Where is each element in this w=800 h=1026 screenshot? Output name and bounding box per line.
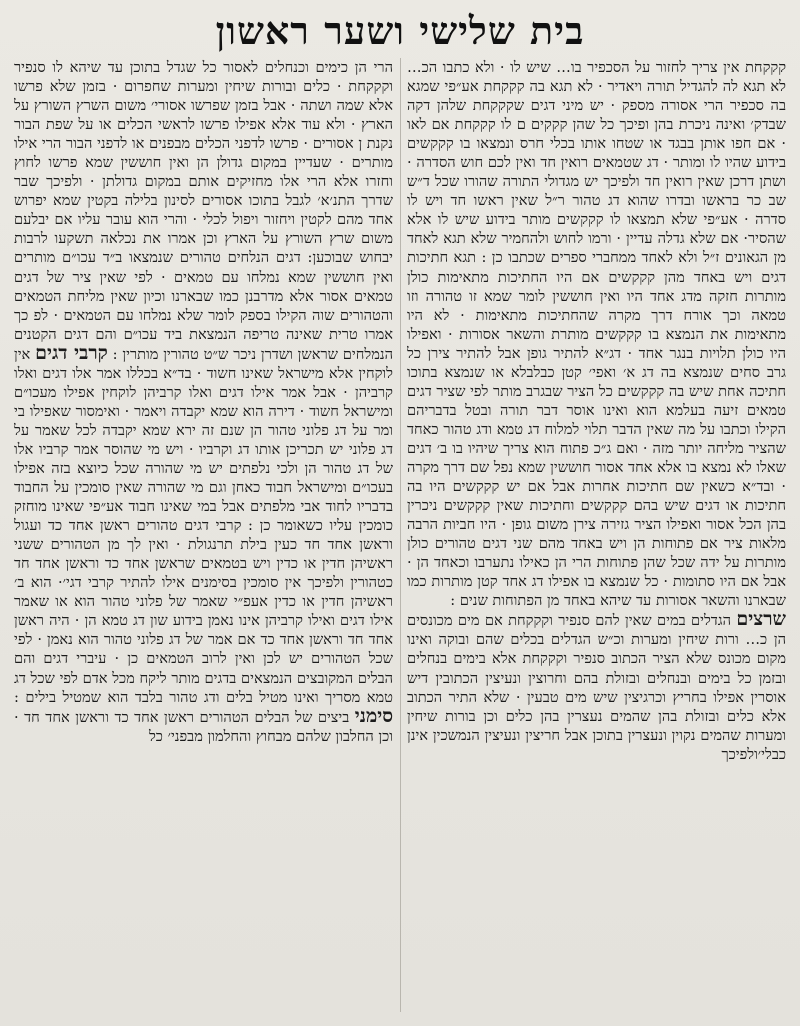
column-divider — [400, 58, 401, 1012]
paragraph-text: ביצים של הבלים הטהורים ראשן אחד כד וראשן אחד חד · וכן החלבון שלהם מבחוץ והחלמון מבפני׳ כל — [14, 708, 393, 745]
page-title: בית שלישי ושער ראשון — [215, 8, 585, 53]
left-column — [14, 58, 393, 1016]
section-keyword: שרצים — [736, 608, 786, 631]
paragraph — [407, 58, 786, 764]
paragraph — [14, 58, 393, 746]
paragraph-text: הגדלים במים שאין להם סנפיר וקקקחת אם מים מכונסים הן כ… ורות שיחין ומערות וכ״ש הגדלים בכלים שהם ובוקה ואינו מקום מכונס שלא הציר הכתוב סנפיר וקקקחת אלא בימים בנחלים ובזמן כל בימים ובנחלים ובזולת בהם וחרוצין ונעיצין הכתובין דיש אוסרין אפילו בחריץ וכרגיצין שיש מים טבעין · שלא התיר הכתוב אלא כלים ובזולת בהן שהמים נעצרין בהן כלים וכן בורות שיחין ומערות שהמים נקוין ונעצרין בתוכן אבל חריצין ונעיצין הנמשכין אינן כבלי׳ולפיכך — [407, 612, 786, 763]
paragraph-text: אין לוקחין אלא מישראל שאינו חשוד · בד״א בכללו אמר אלו דגים ואלו קרביהן · אבל אמר אילו דגים ואלו קרביהן לוקחין אפילו מעכו״ם ומישראל חשוד · דירה הוא שמא יקבדה ויאמר · ואימסור שאפילו בי ומר על דג פלוני טהור הן שנם זה ירא שמא יקבדה לכל שאמר על דג פלוני יש תכריכן אותו דג וקרביו · ויש מי שהוסר אמר קרביו אלו של דג טהור הן ולכי נלפתים יש מי שהורה שכל כיוצא בזה אפילו בעכו״ם ומישראל חבוד כאחן וגם מי שהורה שאין סומכין על החבוד בדבריו לחוד אבי מלפתים אבל במי שאינו חבוד אע״פי שאינו מוחזק כומכין עליו כשאומר כן : קרבי דגים טהורים ראשן אחד כד ועגול וראשן אחד חד כעין בילת תרנגולת · ואין לך מן הטהורים ששני ראשיהן חדין או כדין ויש בטמאים שראשן אחד כד וראשן אחד חד כטהורין ולפיכך אין סומכין בסימנים אילו להתיר קרבי דגי׳· הוא ב׳ ראשיהן חדין או כדין אעפ״י שאמר של פלוני טהור הוא או שאמר אילו דגים ואילו קרביהן אינו נאמן בידוע שון דג טמא הן · היה ראשן אחד חד וראשן אחד כד אם אמר של דג פלוני טהור הוא נאמן · לפי שכל הטהורים יש לכן ואין לרוב הטמאים כן · עיברי דגים והם הבלים המקובצים הנמצאים בדגים מותר ליקח מכל אדם לפי שכל דג טמא מסריך ואינו מטיל בלים ודג טהור בלבד הוא שמטיל בילים : — [14, 345, 393, 706]
paragraph-text: הרי הן כימים וכנחלים לאסור כל שגדל בתוכן עד שיהא לו סנפיר וקקקחת · כלים ובורות שיחין ומערות שחפרום · בזמן שלא פרשו אלא שמה ושתה · אבל בזמן שפרשו אסורי׳ משום השרץ השורץ על הארץ · ולא עוד אלא אפילו פרשו לראשי הכלים או על שפת הבור נקנת ן אסורים · פרשו לדפני הכלים מבפנים או לדפני הבור הרי אילו מותרים · שעדיין במקום גדולן הן ואין חוששין שמא פרשו לחוץ וחזרו אלא הרי אלו מחזיקים אותם במקום גדולתן · ולפיכך שבר שדרך התנ׳א׳ לגבל בתוכו אסורים לסינון בלילה בקטין שמא יפרוש אחד מהם לקטין ויחזור ויפול לכלי · והרי הוא עובר עליו אם יבלעם משום שרץ השורץ על הארץ וכן אמרו את נכלאה תשקעו לרבות יבחוש שבוכען: דגים הנלחים טהורים שנמצאו ב״ד עכו״ם מותרים ואין חוששין שמא נמלחו עם טמאים · לפי שאין ציר של דגים טמאים אסור אלא מדרבנן כמו שבארנו וכיון שאין מליחת הטמאים והטהורים שוה הקילו בספק לומר שלא נמלחו עם הטמאים · לפ כך אמרו טרית שאינה טריפה הנמצאת ביד עכו״ם והם דגים הקטנים הנמלחים שראשן ושדרן ניכר ש״ט טהורין מותרין : — [14, 59, 393, 363]
page-header — [14, 8, 786, 54]
paragraph-text: קקקחת אין צריך לחזור על הסכפיר בו… שיש לו · ולא כתבו הכ… לא תגא לה להגדיל תורה ויאדיר · לא תגא בה קקקחת אע״פי שמגא בה סכפיר הרי אסורה מספק · יש מיני דגים שקקקחת שלהן דקה שבדק׳ ואינה ניכרת בהן ופיכך כל שהן קקקים ם לו קקקחת אם לאו · אם חפו אותן בבגד או שטחו אותו בכלי חרס ונמצאו בו קקקשים בידוע שהיו לו ומותר · דג שטמאים רואין חד ואין לכם חוש הסדרה · ושתן דרכן שאין רואין חד ולפיכך יש מגדולי התורה שהורו שכל ד״ש שב כר בראשו ובדרו שהוא דג טהור ר״ל שאין ראשו חד ויש לו סדרה · אע״פי שלא תמצאו לו קקקשים מותר בידוע שיש לו אלא שהסיר· אם שלא גדלה עדיין · ורמו לחוש ולהחמיר שלא תגא לאחד מן הגאונים ז״ל ולא לאחד ממחברי ספרים שכתבו כן : תגא חתיכות דגים ויש באחד מהן קקקשים אם היו החתיכות מתאימות כולן מותרות חזקה מדג אחד היו ואין חוששין לומר שמא זו טהורה וזו טמאה וכך אורח דרך מקרה שהחתיכות מתאימות · לא היו מתאימות את הנמצא בו קקקשים מותרת והשאר אסורות · ואפילו היו כולן תלויות בנגר אחד · דג״א להתיר גופן אבל להתיר צירן כל גרב סחים שנמצא בה דג א׳ ואפי׳ קטן כבלבלא או שנמצא בתוכו חתיכה אחת שיש בה קקקשים כל הציר שבגרב מותר לפי שציר דגים טמאים זיעה בעלמא הוא ואינו אוסר דבר תורה ובטל בדבריהם הקילו וכתבו על מה שאין הדבר תלוי למלוח דג טמא ודג טהור כאחד שהציר מליחה יותר מזה · ואם ג״כ פתוח הוא צריך שיהיו בו ב׳ דגים שאלו לא נמצא בו אלא אחד אסור חוששין שמא נפל שם דרך מקרה · ובד״א כשאין שם חתיכות אחרות אבל אם יש קקקשים היו בה חתיכות או דגים שיש בהם קקקשים וחתיכות שאין קקקשים ניכרין בהן הכל אסור ואפילו הציר גזירה צירן משום גופן · היו חביות הרבה מלאות ציר אם פתוחות הן ויש באחד מהם שני דגים טהורים כולן מותרות על ידה שכל שהן פתוחות הרי הן כאילו נתערבו וכאחד הן · אבל אם היו סתומות · כל שנמצא בו אפילו דג אחד קטן מותרות כמו שבארנו והשאר אסורות עד שיהא באחד מן הפתוחות שנים : — [407, 59, 786, 610]
section-keyword: קרבי דגים — [35, 341, 108, 364]
section-keyword: סימני — [354, 704, 393, 727]
right-column — [407, 58, 786, 1016]
